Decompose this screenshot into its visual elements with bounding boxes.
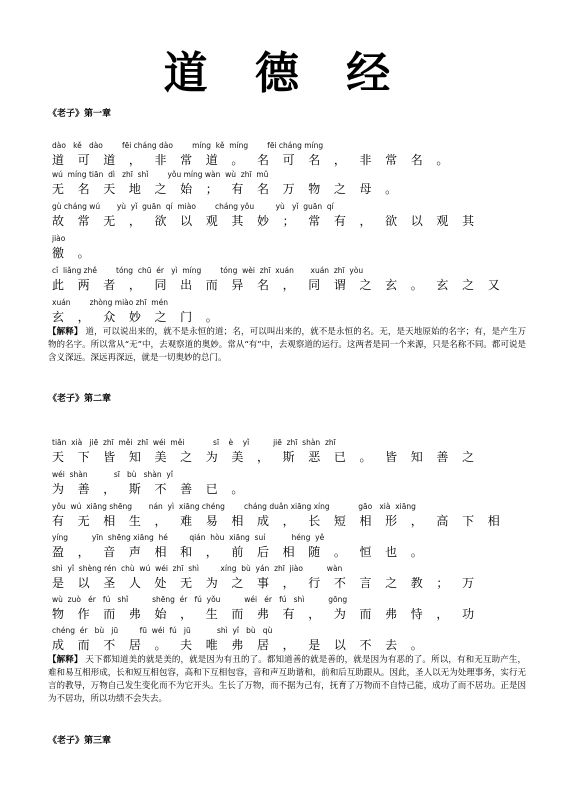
pinyin-line: dào kě dào fēi cháng dào míng kě míng fēi cháng míng bbox=[52, 141, 324, 150]
explanation-tag: 【解释】 bbox=[48, 327, 83, 337]
explanation-text: 道，可以说出来的，就不是永恒的道；名，可以叫出来的，就不是永恒的名。无，是天地原始的名字；有，是产生万物的名字。所以常从“无”中，去观察道的奥妙。常从“有”中，去观察道的运行。这两者是同一个来源，只是名称不同。都可说是含义深远。深远再深远，就是一切奥妙的总门。 bbox=[48, 327, 526, 363]
pinyin-line: wéi shàn sī bù shàn yǐ bbox=[52, 470, 173, 479]
pinyin-line: tiān xià jiē zhī měi zhī wéi měi sī è yǐ jiē zhī shàn zhī bbox=[52, 438, 336, 447]
hanzi-line: 为 善 ， 斯 不 善 已 。 bbox=[52, 482, 246, 496]
hanzi-line: 此 两 者 ， 同 出 而 异 名 ， 同 谓 之 玄 。 玄 之 又 bbox=[52, 278, 502, 292]
pinyin-line: wú míng tiān dì zhī shǐ yǒu míng wàn wù zhī mǔ bbox=[52, 170, 269, 179]
pinyin-line: chéng ér bù jū fū wéi fú jū shì yǐ bù qù bbox=[52, 626, 273, 635]
explanation-tag: 【解释】 bbox=[48, 655, 83, 665]
hanzi-line: 成 而 不 居 。 夫 唯 弗 居 ， 是 以 不 去 。 bbox=[52, 638, 425, 652]
chapter-heading: 《老子》第二章 bbox=[48, 394, 112, 404]
pinyin-line: yíng yīn shēng xiāng hé qián hòu xiāng suí héng yě bbox=[52, 533, 325, 542]
pinyin-line: jiào bbox=[52, 234, 66, 243]
hanzi-line: 是 以 圣 人 处 无 为 之 事 ， 行 不 言 之 教 ； 万 bbox=[52, 576, 477, 590]
pinyin-line: yǒu wú xiāng shēng nán yì xiāng chéng cháng duǎn xiāng xíng gāo xià xiāng bbox=[52, 502, 416, 511]
pinyin-line: gù cháng wú yù yǐ guān qí miào cháng yǒu yù yǐ guān qí bbox=[52, 202, 334, 211]
hanzi-line: 道 可 道 ， 非 常 道 。 名 可 名 ， 非 常 名 。 bbox=[52, 153, 451, 167]
chapter-heading: 《老子》第三章 bbox=[48, 736, 112, 746]
pinyin-line: xuán zhòng miào zhī mén bbox=[52, 298, 168, 307]
explanation-text: 天下都知道美的就是美的，就是因为有丑的了。都知道善的就是善的，就是因为有恶的了。所以，有和无互助产生，难和易互相形成，长和短互相包容，高和下互相包容，音和声互助谐和，前和后互助跟从。因此，圣人以无为处理事务，实行无言的教导，万物自己发生变化而不为它开头。生长了万物，而不据为己有，抚育了万物而不自恃己能，成功了而不居功。正是因为不居功，所以功绩不会失去。 bbox=[48, 655, 526, 704]
page-title: 道 德 经 bbox=[163, 48, 407, 99]
pinyin-line: wù zuò ér fú shǐ shēng ér fú yǒu wéi ér fú shì gōng bbox=[52, 595, 348, 604]
explanation bbox=[48, 326, 526, 365]
chapter-heading: 《老子》第一章 bbox=[48, 109, 112, 119]
hanzi-line: 物 作 而 弗 始 ， 生 而 弗 有 ， 为 而 弗 恃 ， 功 bbox=[52, 607, 477, 621]
hanzi-line: 有 无 相 生 ， 难 易 相 成 ， 长 短 相 形 ， 高 下 相 bbox=[52, 514, 502, 528]
explanation bbox=[48, 654, 526, 706]
pinyin-line: cǐ liǎng zhě tóng chū ér yì míng tóng wèi zhī xuán xuán zhī yòu bbox=[52, 266, 364, 275]
hanzi-line: 盈 ， 音 声 相 和 ， 前 后 相 随 。 恒 也 。 bbox=[52, 545, 425, 559]
hanzi-line: 玄 ， 众 妙 之 门 。 bbox=[52, 310, 220, 324]
hanzi-line: 徼 。 bbox=[52, 246, 92, 260]
pinyin-line: shì yǐ shèng rén chù wú wéi zhī shì xíng bù yán zhī jiào wàn bbox=[52, 564, 343, 573]
hanzi-line: 天 下 皆 知 美 之 为 美 ， 斯 恶 已 。 皆 知 善 之 bbox=[52, 450, 477, 464]
hanzi-line: 故 常 无 ， 欲 以 观 其 妙 ； 常 有 ， 欲 以 观 其 bbox=[52, 214, 477, 228]
hanzi-line: 无 名 天 地 之 始 ； 有 名 万 物 之 母 。 bbox=[52, 182, 400, 196]
